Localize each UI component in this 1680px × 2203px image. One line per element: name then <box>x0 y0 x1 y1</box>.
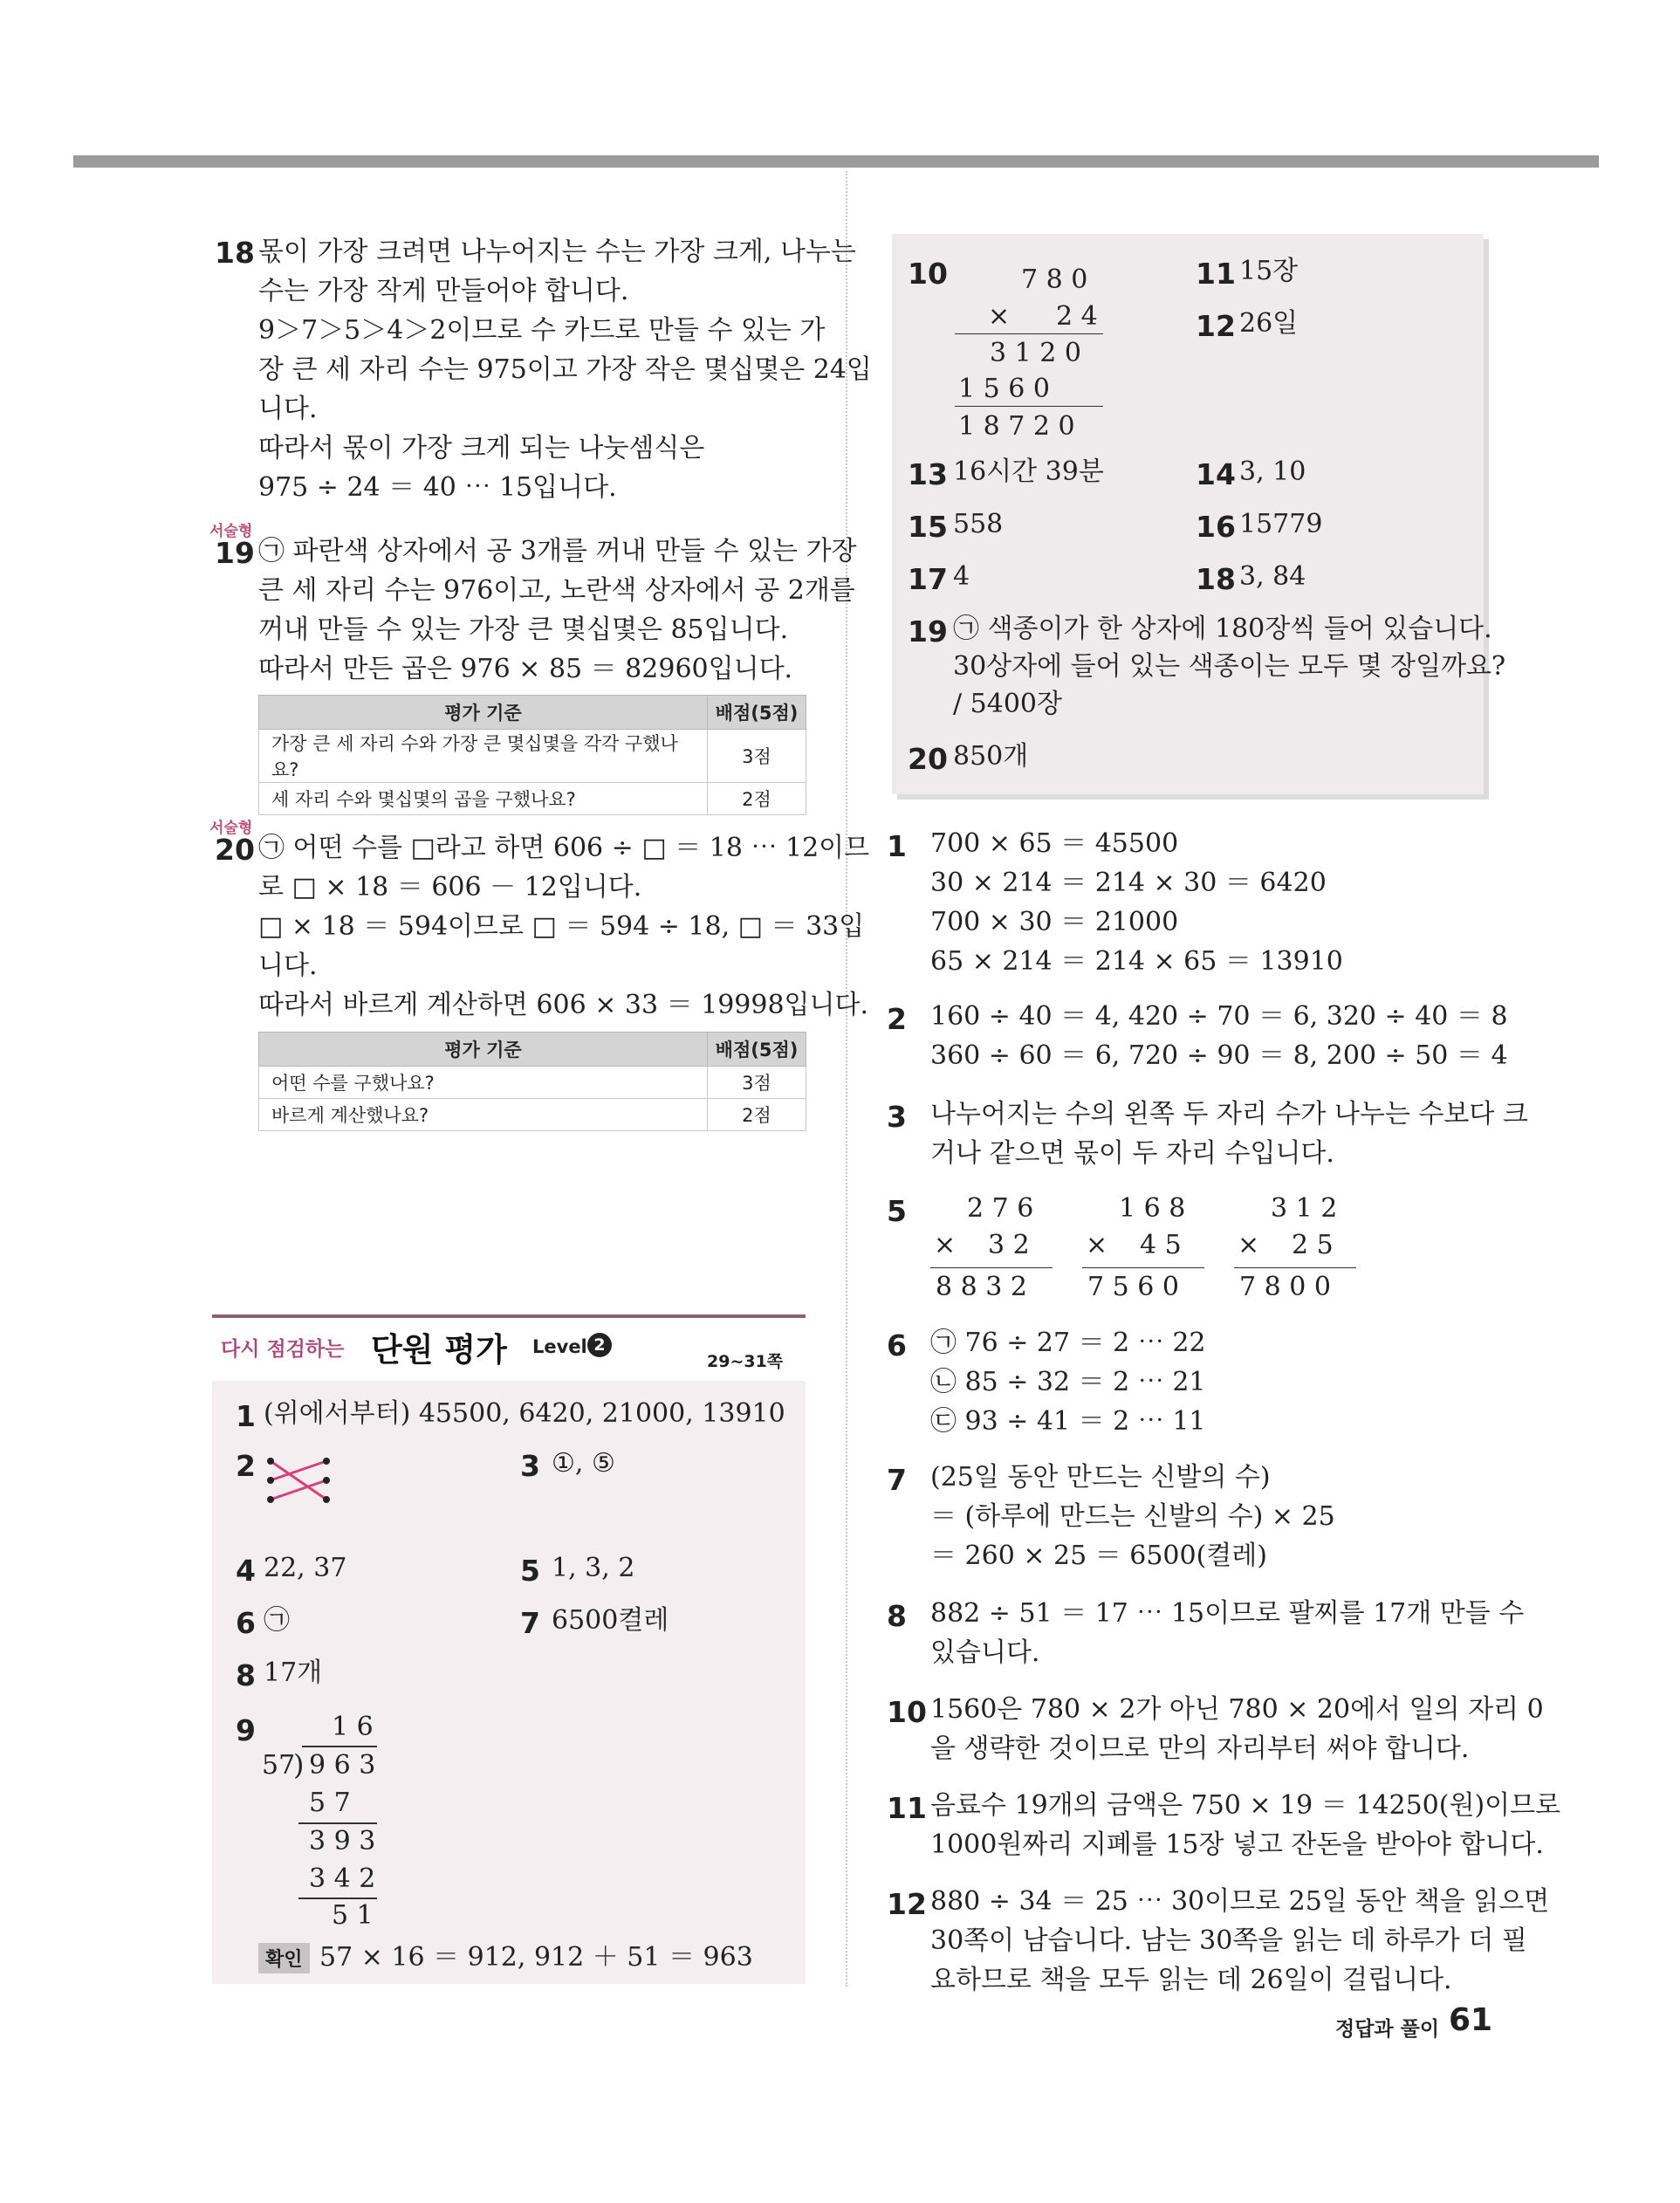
solution-line: 1560은 780 × 2가 아닌 780 × 20에서 일의 자리 0 <box>930 1694 1544 1725</box>
solution-line: 30쪽이 남습니다. 남는 30쪽을 읽는 데 하루가 더 필 <box>930 1925 1527 1956</box>
dividend: 9 6 3 <box>309 1750 376 1781</box>
answer-text: 6500켤레 <box>552 1605 669 1636</box>
answer-text: ㉠ <box>264 1605 290 1636</box>
solution-line: 30 × 214 ＝ 214 × 30 ＝ 6420 <box>930 868 1327 898</box>
top-rule <box>73 155 1599 168</box>
multiplier: 3 2 <box>988 1230 1030 1260</box>
footer-label: 정답과 풀이 <box>1335 2018 1440 2041</box>
answer-text: ①, ⑤ <box>552 1448 615 1479</box>
table-header: 배점(5점) <box>708 1033 806 1067</box>
solution-line: 700 × 65 ＝ 45500 <box>930 828 1179 859</box>
solution-line: 1000원짜리 지폐를 15장 넣고 잔돈을 받아야 합니다. <box>930 1829 1544 1860</box>
question-number: 15 <box>908 510 948 544</box>
question-number: 18 <box>215 236 255 270</box>
remainder: 5 1 <box>332 1900 374 1931</box>
question-number: 10 <box>908 257 948 291</box>
answer-line: 975 ÷ 24 ＝ 40 ⋯ 15입니다. <box>258 472 617 503</box>
product: 7 5 6 0 <box>1087 1272 1179 1302</box>
multiplicand: 7 8 0 <box>1021 264 1088 295</box>
partial-remainder: 3 9 3 <box>309 1826 376 1856</box>
solution-line: 나누어지는 수의 왼쪽 두 자리 수가 나누는 수보다 크 <box>930 1099 1528 1129</box>
question-number: 19 <box>908 614 948 649</box>
unit-evaluation-top-rule <box>212 1314 806 1318</box>
question-number: 13 <box>908 457 948 491</box>
descriptive-tag: 서술형 <box>209 820 253 837</box>
question-number: 5 <box>520 1554 540 1588</box>
scoring-table <box>258 695 806 815</box>
answer-text: 22, 37 <box>264 1553 347 1583</box>
solution-line: ㉢ 93 ÷ 41 ＝ 2 ⋯ 11 <box>930 1406 1206 1437</box>
answer-text: 4 <box>953 561 970 592</box>
question-number: 17 <box>908 562 948 596</box>
solution-line: (25일 동안 만드는 신발의 수) <box>930 1462 1271 1493</box>
solution-line: 700 × 30 ＝ 21000 <box>930 907 1179 937</box>
quotient: 1 6 <box>332 1712 374 1742</box>
page-number: 61 <box>1449 2002 1493 2038</box>
check-text: 57 × 16 ＝ 912, 912 ＋ 51 ＝ 963 <box>319 1942 753 1973</box>
solution-line: 요하므로 책을 모두 읽는 데 26일이 걸립니다. <box>930 1965 1452 1995</box>
multiplicand: 3 1 2 <box>1271 1193 1338 1224</box>
subtrahend: 3 4 2 <box>309 1863 376 1894</box>
answer-text: 26일 <box>1239 308 1299 339</box>
multiplicand: 2 7 6 <box>967 1193 1034 1224</box>
answer-line: 니다. <box>258 951 318 981</box>
level-badge: 2 <box>587 1333 612 1357</box>
product: 7 8 0 0 <box>1239 1272 1331 1302</box>
table-cell: 3점 <box>708 1067 806 1099</box>
question-number: 1 <box>236 1399 256 1433</box>
product: 8 8 3 2 <box>936 1272 1027 1302</box>
subtrahend: 5 7 <box>309 1788 351 1818</box>
solution-line: 있습니다. <box>930 1637 1040 1668</box>
question-number: 8 <box>236 1658 256 1692</box>
matching-lines-diagram <box>260 1449 339 1519</box>
answer-line: 따라서 몫이 가장 크게 되는 나눗셈식은 <box>258 433 705 463</box>
question-number: 7 <box>887 1463 907 1497</box>
answer-line: 30상자에 들어 있는 색종이는 모두 몇 장일까요? <box>953 651 1506 682</box>
times-sign: × <box>988 301 1011 332</box>
multiplier: 2 4 <box>1056 301 1098 332</box>
solution-line: ＝ 260 × 25 ＝ 6500(켤레) <box>930 1541 1267 1571</box>
question-number: 1 <box>887 829 907 863</box>
answer-line: 큰 세 자리 수는 976이고, 노란색 상자에서 공 2개를 <box>258 575 855 606</box>
column-divider <box>846 171 847 1987</box>
answer-text: 16시간 39분 <box>953 456 1104 487</box>
question-number: 3 <box>887 1100 907 1134</box>
table-header: 평가 기준 <box>259 696 708 730</box>
times-sign: × <box>1238 1230 1260 1260</box>
solution-line: 거나 같으면 몫이 두 자리 수입니다. <box>930 1138 1334 1169</box>
question-number: 4 <box>236 1554 256 1588</box>
answer-text: 1, 3, 2 <box>552 1553 635 1583</box>
question-number: 3 <box>520 1449 540 1483</box>
answer-line: 로 □ × 18 ＝ 606 － 12입니다. <box>258 872 642 902</box>
answer-line: 9＞7＞5＞4＞2이므로 수 카드로 만들 수 있는 가 <box>258 315 826 346</box>
question-number: 20 <box>908 742 948 776</box>
check-label: 확인 <box>258 1943 310 1973</box>
table-cell: 2점 <box>708 1099 806 1131</box>
level-label: Level <box>532 1336 587 1357</box>
question-number: 9 <box>236 1713 256 1747</box>
solution-line: 882 ÷ 51 ＝ 17 ⋯ 15이므로 팔찌를 17개 만들 수 <box>930 1598 1525 1629</box>
times-sign: × <box>934 1230 957 1260</box>
partial-product: 1 5 6 0 <box>958 374 1050 404</box>
table-cell: 바르게 계산했나요? <box>259 1099 708 1131</box>
answer-line: ㉠ 색종이가 한 상자에 180장씩 들어 있습니다. <box>953 614 1492 644</box>
solution-line: ＝ (하루에 만드는 신발의 수) × 25 <box>930 1501 1335 1532</box>
answer-line: 따라서 바르게 계산하면 606 × 33 ＝ 19998입니다. <box>258 990 869 1020</box>
table-cell: 2점 <box>708 783 806 815</box>
answer-text: 3, 10 <box>1239 456 1306 487</box>
table-header: 배점(5점) <box>708 696 806 730</box>
product: 1 8 7 2 0 <box>958 411 1075 442</box>
solution-line: 880 ÷ 34 ＝ 25 ⋯ 30이므로 25일 동안 책을 읽으면 <box>930 1886 1550 1917</box>
question-number: 11 <box>887 1791 927 1825</box>
answer-line: / 5400장 <box>953 689 1062 719</box>
divisor: 57 <box>262 1750 296 1781</box>
question-number: 5 <box>887 1194 907 1228</box>
answer-line: 수는 가장 작게 만들어야 합니다. <box>258 276 629 306</box>
solution-line: 음료수 19개의 금액은 750 × 19 ＝ 14250(원)이므로 <box>930 1790 1561 1821</box>
times-sign: × <box>1086 1230 1108 1260</box>
answer-line: 따라서 만든 곱은 976 × 85 ＝ 82960입니다. <box>258 654 793 684</box>
question-number: 12 <box>1196 309 1236 343</box>
solution-line: 160 ÷ 40 ＝ 4, 420 ÷ 70 ＝ 6, 320 ÷ 40 ＝ 8 <box>930 1001 1508 1032</box>
answer-line: □ × 18 ＝ 594이므로 □ ＝ 594 ÷ 18, □ ＝ 33입 <box>258 911 865 942</box>
answer-text: 3, 84 <box>1239 561 1306 592</box>
solution-line: 65 × 214 ＝ 214 × 65 ＝ 13910 <box>930 946 1343 977</box>
table-cell: 3점 <box>708 730 806 783</box>
question-number: 7 <box>520 1606 540 1640</box>
solution-line: 360 ÷ 60 ＝ 6, 720 ÷ 90 ＝ 8, 200 ÷ 50 ＝ 4 <box>930 1040 1508 1071</box>
section-title: 단원 평가 <box>371 1331 507 1369</box>
question-number: 2 <box>236 1449 256 1483</box>
answer-text: 17개 <box>264 1657 323 1688</box>
table-cell: 가장 큰 세 자리 수와 가장 큰 몇십몇을 각각 구했나요? <box>259 730 708 783</box>
answer-line: 니다. <box>258 394 318 424</box>
partial-product: 3 1 2 0 <box>990 338 1081 368</box>
descriptive-tag: 서술형 <box>209 523 253 540</box>
solution-line: ㉠ 76 ÷ 27 ＝ 2 ⋯ 22 <box>930 1328 1206 1358</box>
multiplicand: 1 6 8 <box>1119 1193 1186 1224</box>
multiplier: 2 5 <box>1292 1230 1334 1260</box>
division-bracket: ) <box>293 1748 305 1781</box>
answer-line: ㉠ 어떤 수를 □라고 하면 606 ÷ □ ＝ 18 ⋯ 12이므 <box>258 833 870 863</box>
question-number: 10 <box>887 1695 927 1729</box>
multiplier: 4 5 <box>1140 1230 1182 1260</box>
question-number: 14 <box>1196 457 1236 491</box>
question-number: 11 <box>1196 257 1236 291</box>
answer-text: 558 <box>953 509 1004 539</box>
solution-line: 을 생략한 것이므로 만의 자리부터 써야 합니다. <box>930 1733 1470 1764</box>
table-cell: 어떤 수를 구했나요? <box>259 1067 708 1099</box>
answer-line: 몫이 가장 크려면 나누어지는 수는 가장 크게, 나누는 <box>258 237 856 267</box>
answer-text: (위에서부터) 45500, 6420, 21000, 13910 <box>264 1398 785 1429</box>
question-number: 18 <box>1196 562 1236 596</box>
answer-line: 꺼내 만들 수 있는 가장 큰 몇십몇은 85입니다. <box>258 614 789 645</box>
answer-text: 850개 <box>953 741 1029 772</box>
table-header: 평가 기준 <box>259 1033 708 1067</box>
question-number: 19 <box>215 536 255 570</box>
question-number: 8 <box>887 1599 907 1633</box>
section-prefix: 다시 점검하는 <box>221 1338 345 1361</box>
scoring-table <box>258 1032 806 1131</box>
answer-text: 15장 <box>1239 256 1299 286</box>
answer-line: 장 큰 세 자리 수는 975이고 가장 작은 몇십몇은 24입 <box>258 354 872 385</box>
question-number: 6 <box>887 1328 907 1362</box>
question-number: 2 <box>887 1002 907 1036</box>
question-number: 20 <box>215 833 255 867</box>
page-range: 29~31쪽 <box>707 1352 784 1371</box>
table-cell: 세 자리 수와 몇십몇의 곱을 구했나요? <box>259 783 708 815</box>
solution-line: ㉡ 85 ÷ 32 ＝ 2 ⋯ 21 <box>930 1367 1206 1397</box>
question-number: 16 <box>1196 510 1236 544</box>
question-number: 12 <box>887 1887 927 1921</box>
answer-text: 15779 <box>1239 509 1323 539</box>
question-number: 6 <box>236 1606 256 1640</box>
answer-line: ㉠ 파란색 상자에서 공 3개를 꺼내 만들 수 있는 가장 <box>258 536 857 566</box>
